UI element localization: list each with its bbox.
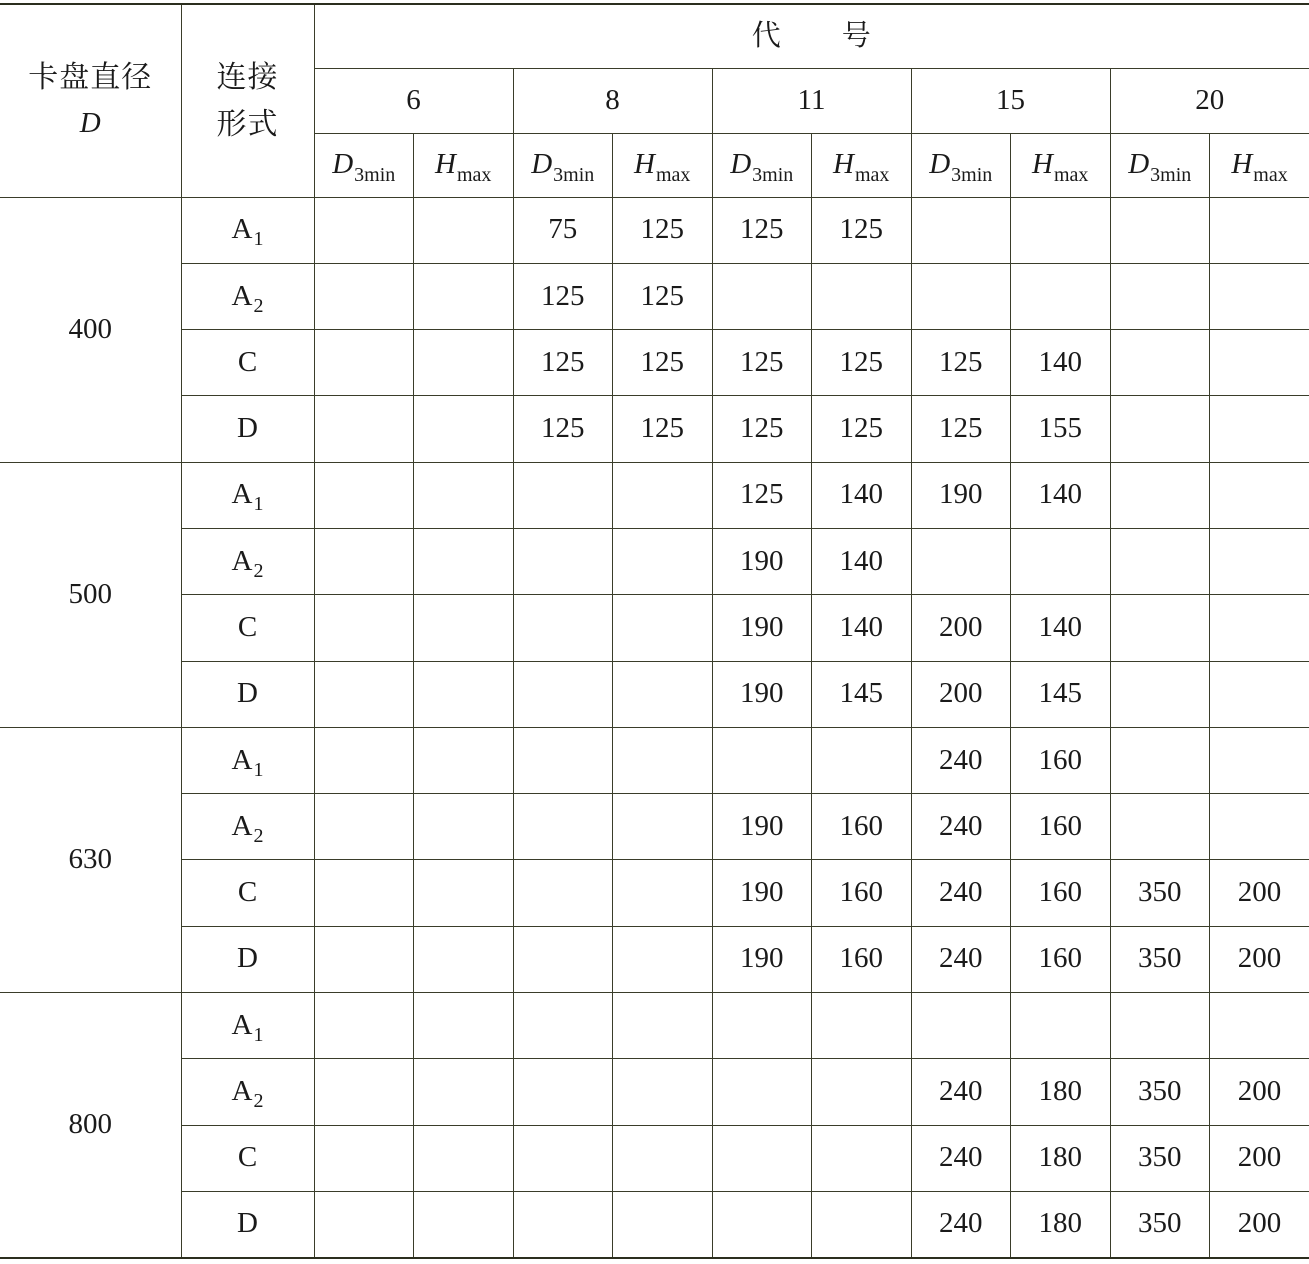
value-cell xyxy=(314,661,414,727)
table-row xyxy=(0,993,1309,1059)
table-row xyxy=(0,727,1309,793)
value-cell xyxy=(314,197,414,263)
value-cell xyxy=(1210,528,1309,594)
value-cell xyxy=(1210,330,1309,396)
form-letter: A xyxy=(231,809,253,842)
form-letter: A xyxy=(231,743,253,776)
value-cell: 125 xyxy=(812,396,912,462)
value-cell: 125 xyxy=(712,197,812,263)
value-cell: 125 xyxy=(513,330,613,396)
value-cell: 240 xyxy=(911,1059,1011,1125)
value-cell xyxy=(1011,197,1111,263)
value-cell xyxy=(712,1059,812,1125)
param-symbol: D xyxy=(332,148,354,181)
code-header-0: 6 xyxy=(314,68,513,133)
connection-form-cell xyxy=(181,661,314,727)
param-subscript: max xyxy=(656,164,691,187)
value-cell xyxy=(1110,396,1210,462)
param-symbol: D xyxy=(1128,148,1150,181)
value-cell: 160 xyxy=(1011,794,1111,860)
value-cell: 350 xyxy=(1110,1059,1210,1125)
connection-form-cell xyxy=(181,926,314,992)
code-header-2: 11 xyxy=(712,68,911,133)
hmax-header xyxy=(1210,133,1309,197)
value-cell xyxy=(712,263,812,329)
value-cell xyxy=(1110,197,1210,263)
value-cell: 75 xyxy=(513,197,613,263)
value-cell xyxy=(513,595,613,661)
form-letter: D xyxy=(237,942,258,975)
value-cell xyxy=(414,1125,514,1191)
value-cell xyxy=(1210,396,1309,462)
value-cell xyxy=(613,595,713,661)
value-cell xyxy=(1011,993,1111,1059)
value-cell: 190 xyxy=(712,528,812,594)
value-cell: 125 xyxy=(613,396,713,462)
table-row xyxy=(0,661,1309,727)
table-row xyxy=(0,1059,1309,1125)
value-cell xyxy=(911,263,1011,329)
connection-form-cell xyxy=(181,197,314,263)
d3min-header xyxy=(712,133,812,197)
connection-form-cell xyxy=(181,528,314,594)
code-header-3: 15 xyxy=(911,68,1110,133)
value-cell xyxy=(613,462,713,528)
diameter-cell: 630 xyxy=(0,727,181,992)
form-letter: C xyxy=(237,876,258,909)
value-cell: 160 xyxy=(1011,926,1111,992)
hmax-header xyxy=(812,133,912,197)
value-cell xyxy=(1110,661,1210,727)
value-cell: 125 xyxy=(812,197,912,263)
value-cell xyxy=(314,528,414,594)
table-row xyxy=(0,860,1309,926)
connection-form-cell xyxy=(181,595,314,661)
value-cell: 125 xyxy=(911,330,1011,396)
value-cell: 125 xyxy=(613,263,713,329)
value-cell xyxy=(1110,727,1210,793)
d3min-header xyxy=(314,133,414,197)
value-cell xyxy=(513,926,613,992)
value-cell: 145 xyxy=(1011,661,1111,727)
diameter-cell: 800 xyxy=(0,993,181,1258)
value-cell xyxy=(613,528,713,594)
value-cell: 190 xyxy=(712,860,812,926)
form-letter: C xyxy=(237,1141,258,1174)
form-letter: A xyxy=(231,1075,253,1108)
value-cell xyxy=(712,993,812,1059)
value-cell: 180 xyxy=(1011,1059,1111,1125)
value-cell xyxy=(414,528,514,594)
value-cell xyxy=(414,993,514,1059)
value-cell xyxy=(314,462,414,528)
value-cell xyxy=(314,263,414,329)
value-cell xyxy=(314,993,414,1059)
value-cell xyxy=(613,794,713,860)
param-subscript: max xyxy=(457,164,492,187)
param-subscript: max xyxy=(1253,164,1288,187)
value-cell: 240 xyxy=(911,1191,1011,1257)
value-cell: 200 xyxy=(911,595,1011,661)
value-cell: 190 xyxy=(712,794,812,860)
param-subscript: 3min xyxy=(1150,164,1192,187)
param-subscript: 3min xyxy=(553,164,595,187)
form-subscript: 1 xyxy=(253,758,264,781)
form-letter: A xyxy=(231,478,253,511)
value-cell xyxy=(1110,794,1210,860)
value-cell xyxy=(414,396,514,462)
connection-form-cell xyxy=(181,330,314,396)
value-cell xyxy=(712,727,812,793)
hmax-header xyxy=(613,133,713,197)
form-subscript: 1 xyxy=(253,493,264,516)
value-cell: 240 xyxy=(911,1125,1011,1191)
table-row xyxy=(0,926,1309,992)
connection-form-cell xyxy=(181,794,314,860)
value-cell xyxy=(414,661,514,727)
value-cell: 200 xyxy=(911,661,1011,727)
value-cell: 200 xyxy=(1210,1191,1309,1257)
connection-form-cell xyxy=(181,860,314,926)
value-cell: 180 xyxy=(1011,1191,1111,1257)
param-symbol: D xyxy=(730,148,752,181)
param-symbol: H xyxy=(1231,148,1253,181)
value-cell xyxy=(613,1125,713,1191)
form-subscript: 2 xyxy=(253,294,264,317)
value-cell: 125 xyxy=(712,330,812,396)
value-cell xyxy=(1110,462,1210,528)
value-cell xyxy=(911,197,1011,263)
value-cell: 140 xyxy=(1011,462,1111,528)
value-cell xyxy=(513,661,613,727)
form-letter: C xyxy=(237,345,258,378)
value-cell xyxy=(513,860,613,926)
value-cell xyxy=(414,860,514,926)
form-subscript: 2 xyxy=(253,559,264,582)
value-cell: 125 xyxy=(712,396,812,462)
value-cell xyxy=(513,727,613,793)
value-cell xyxy=(414,330,514,396)
value-cell xyxy=(812,1125,912,1191)
value-cell: 125 xyxy=(911,396,1011,462)
form-subscript: 2 xyxy=(253,1090,264,1113)
value-cell: 180 xyxy=(1011,1125,1111,1191)
table-row xyxy=(0,1125,1309,1191)
value-cell: 200 xyxy=(1210,860,1309,926)
code-header-1: 8 xyxy=(513,68,712,133)
param-subscript: max xyxy=(1054,164,1089,187)
diameter-label: 卡盘直径 xyxy=(28,60,153,96)
value-cell: 190 xyxy=(712,661,812,727)
table-row xyxy=(0,462,1309,528)
value-cell xyxy=(1210,462,1309,528)
value-cell: 190 xyxy=(712,595,812,661)
table-row xyxy=(0,330,1309,396)
value-cell xyxy=(812,1191,912,1257)
value-cell xyxy=(1110,528,1210,594)
value-cell xyxy=(812,727,912,793)
form-letter: D xyxy=(237,412,258,445)
code-group-header: 代 号 xyxy=(314,4,1309,68)
table-row xyxy=(0,1191,1309,1257)
value-cell: 160 xyxy=(1011,727,1111,793)
form-letter: A xyxy=(231,544,253,577)
value-cell xyxy=(812,993,912,1059)
value-cell: 200 xyxy=(1210,926,1309,992)
value-cell xyxy=(613,727,713,793)
value-cell xyxy=(1210,595,1309,661)
value-cell xyxy=(414,926,514,992)
value-cell: 160 xyxy=(812,794,912,860)
param-symbol: H xyxy=(1032,148,1053,181)
value-cell: 125 xyxy=(513,263,613,329)
value-cell xyxy=(414,197,514,263)
value-cell xyxy=(1210,993,1309,1059)
form-letter: D xyxy=(237,677,258,710)
value-cell xyxy=(314,1125,414,1191)
value-cell: 140 xyxy=(812,528,912,594)
param-subscript: 3min xyxy=(354,164,396,187)
value-cell: 160 xyxy=(1011,860,1111,926)
table-row xyxy=(0,396,1309,462)
connection-form-cell xyxy=(181,1125,314,1191)
code-header-4: 20 xyxy=(1110,68,1309,133)
value-cell xyxy=(911,993,1011,1059)
value-cell: 125 xyxy=(613,197,713,263)
param-symbol: H xyxy=(435,148,456,181)
value-cell xyxy=(414,595,514,661)
connection-label-line1: 连接 xyxy=(216,59,279,95)
value-cell: 190 xyxy=(911,462,1011,528)
value-cell xyxy=(314,595,414,661)
value-cell xyxy=(1210,727,1309,793)
table-row xyxy=(0,794,1309,860)
value-cell: 160 xyxy=(812,926,912,992)
value-cell: 140 xyxy=(1011,595,1111,661)
value-cell xyxy=(414,462,514,528)
diameter-cell: 400 xyxy=(0,197,181,462)
value-cell xyxy=(314,926,414,992)
form-letter: A xyxy=(231,279,253,312)
d3min-header xyxy=(513,133,613,197)
value-cell xyxy=(613,993,713,1059)
value-cell: 240 xyxy=(911,794,1011,860)
value-cell xyxy=(712,1125,812,1191)
value-cell xyxy=(812,263,912,329)
value-cell: 240 xyxy=(911,727,1011,793)
value-cell xyxy=(1110,263,1210,329)
value-cell: 125 xyxy=(712,462,812,528)
d3min-header xyxy=(1110,133,1210,197)
value-cell xyxy=(1210,263,1309,329)
value-cell xyxy=(314,1059,414,1125)
value-cell xyxy=(1011,263,1111,329)
value-cell: 350 xyxy=(1110,926,1210,992)
connection-form-cell xyxy=(181,462,314,528)
value-cell xyxy=(513,993,613,1059)
value-cell xyxy=(414,727,514,793)
value-cell xyxy=(414,794,514,860)
diameter-header xyxy=(0,4,181,197)
value-cell xyxy=(314,1191,414,1257)
value-cell xyxy=(1210,794,1309,860)
param-symbol: H xyxy=(833,148,854,181)
value-cell: 140 xyxy=(1011,330,1111,396)
value-cell xyxy=(613,661,713,727)
connection-form-cell xyxy=(181,727,314,793)
value-cell xyxy=(314,727,414,793)
value-cell: 125 xyxy=(513,396,613,462)
form-subscript: 2 xyxy=(253,824,264,847)
value-cell: 240 xyxy=(911,926,1011,992)
value-cell xyxy=(1210,661,1309,727)
value-cell xyxy=(613,926,713,992)
hmax-header xyxy=(414,133,514,197)
value-cell xyxy=(513,528,613,594)
table-row xyxy=(0,263,1309,329)
value-cell xyxy=(513,1191,613,1257)
value-cell: 140 xyxy=(812,462,912,528)
value-cell: 350 xyxy=(1110,1125,1210,1191)
param-symbol: D xyxy=(531,148,553,181)
value-cell xyxy=(613,860,713,926)
diameter-cell: 500 xyxy=(0,462,181,727)
value-cell xyxy=(414,1191,514,1257)
d3min-header xyxy=(911,133,1011,197)
form-letter: D xyxy=(237,1207,258,1240)
value-cell xyxy=(712,1191,812,1257)
value-cell: 125 xyxy=(812,330,912,396)
value-cell xyxy=(1210,197,1309,263)
param-symbol: H xyxy=(634,148,655,181)
table-body xyxy=(0,197,1309,1258)
value-cell: 140 xyxy=(812,595,912,661)
param-subscript: 3min xyxy=(951,164,993,187)
table-row xyxy=(0,595,1309,661)
value-cell xyxy=(1011,528,1111,594)
value-cell xyxy=(513,1125,613,1191)
form-letter: A xyxy=(231,1008,253,1041)
value-cell xyxy=(1110,595,1210,661)
value-cell: 350 xyxy=(1110,1191,1210,1257)
form-subscript: 1 xyxy=(253,1023,264,1046)
connection-label-line2: 形式 xyxy=(216,106,279,142)
value-cell: 190 xyxy=(712,926,812,992)
value-cell xyxy=(513,794,613,860)
value-cell xyxy=(314,860,414,926)
connection-form-cell xyxy=(181,396,314,462)
spec-table xyxy=(0,3,1309,1259)
hmax-header xyxy=(1011,133,1111,197)
value-cell xyxy=(314,794,414,860)
value-cell: 125 xyxy=(613,330,713,396)
value-cell xyxy=(414,263,514,329)
table-row xyxy=(0,528,1309,594)
table-row xyxy=(0,197,1309,263)
value-cell: 145 xyxy=(812,661,912,727)
value-cell xyxy=(1110,993,1210,1059)
value-cell xyxy=(314,330,414,396)
param-subscript: 3min xyxy=(752,164,794,187)
connection-form-cell xyxy=(181,263,314,329)
value-cell: 160 xyxy=(812,860,912,926)
value-cell xyxy=(414,1059,514,1125)
connection-form-cell xyxy=(181,1191,314,1257)
value-cell: 200 xyxy=(1210,1125,1309,1191)
value-cell: 155 xyxy=(1011,396,1111,462)
connection-form-cell xyxy=(181,993,314,1059)
value-cell: 350 xyxy=(1110,860,1210,926)
form-subscript: 1 xyxy=(253,228,264,251)
value-cell xyxy=(513,1059,613,1125)
value-cell xyxy=(911,528,1011,594)
diameter-symbol: D xyxy=(79,107,101,140)
form-letter: A xyxy=(231,213,253,246)
value-cell xyxy=(613,1191,713,1257)
value-cell: 240 xyxy=(911,860,1011,926)
value-cell: 200 xyxy=(1210,1059,1309,1125)
connection-header xyxy=(181,4,314,197)
value-cell xyxy=(812,1059,912,1125)
connection-form-cell xyxy=(181,1059,314,1125)
table-header xyxy=(0,4,1309,197)
value-cell xyxy=(314,396,414,462)
value-cell xyxy=(1110,330,1210,396)
param-symbol: D xyxy=(929,148,951,181)
value-cell xyxy=(513,462,613,528)
value-cell xyxy=(613,1059,713,1125)
form-letter: C xyxy=(237,610,258,643)
param-subscript: max xyxy=(855,164,890,187)
